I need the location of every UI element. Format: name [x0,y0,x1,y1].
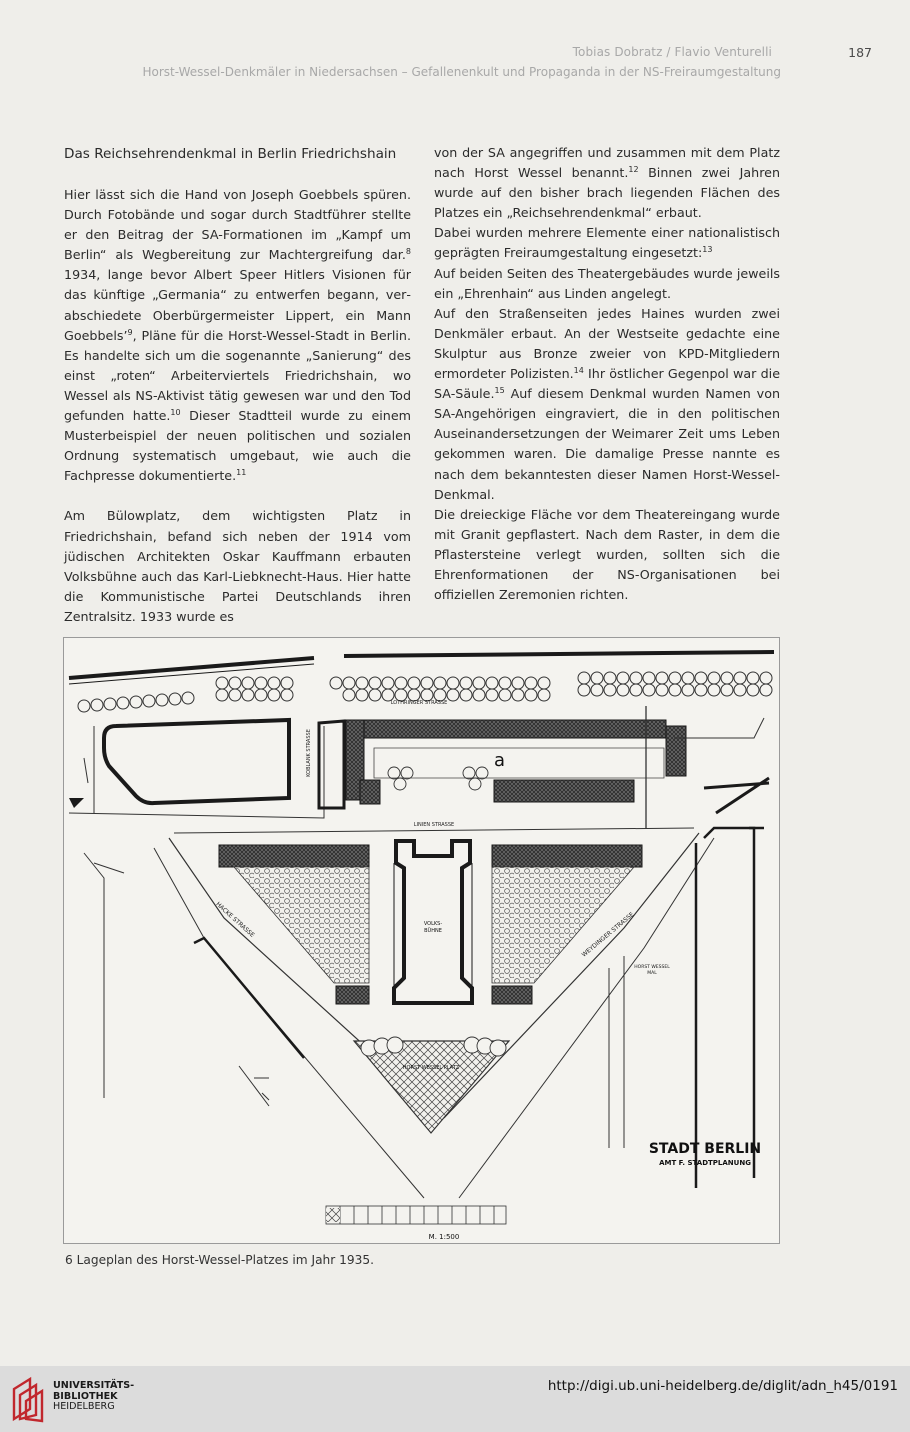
street-label-hacke: HACKE STRASSE [214,900,256,939]
site-plan-figure [63,637,780,1244]
show-through-line [65,1276,780,1286]
north-arrow-icon [239,1066,269,1106]
scale-label: M. 1:500 [428,1233,460,1241]
library-name: UNIVERSITÄTS- BIBLIOTHEK HEIDELBERG [53,1380,135,1413]
site-plan-drawing [64,638,779,1243]
paragraph: Dabei wurden mehrere Elemente einer nationalistisch geprägten Freiraumgestaltung eingesetzt:$^{13}$ [434,225,780,261]
page-number: 187 [848,45,872,60]
show-through-line [64,166,411,182]
paragraph: Hier lässt sich die Hand von Joseph Goebbels spüren. Durch Fotobände und sogar durch Stadtführer stellte er den Beitrag der SA-Formationen im „Kampf um Berlin“ als Wegbereitung zur Machtergreifung dar.$^8$ 1934, lange bevor Albert Speer Hitlers Visionen für das künftige „Germania“ zu entwerfen begann, verabschiedete Oberbürgermeister Lippert, ein Mann Goebbels’$^9$, Pläne für die Horst-Wessel-Stadt in Berlin. Es handelte sich um die sogenannte „Sanierung“ des einst „roten“ Arbeiterviertels Friedrichshain, wo Wessel als NS-Aktivist tätig gewesen war und den Tod gefunden hatte.$^{10}$ Dieser Stadtteil wurde zu einem Musterbeispiel der neuen politischen und sozialen Ordnung systematisch umgebaut, wie auch die Fachpresse dokumentierte.$^{11}$ [64,187,411,484]
paragraph: Die dreieckige Fläche vor dem Theatereingang wurde mit Granit gepflastert. Nach dem Raster, in dem die Pflastersteine verlegt wurden, sollten sich die Ehrenformationen der NS-Organisationen bei offiziellen Zeremonien richten. [434,506,780,603]
theatre-label-1: VOLKS- [423,921,443,927]
permalink[interactable]: http://digi.ub.uni-heidelberg.de/diglit/adn_h45/0191 [547,1378,898,1394]
stamp-title: STADT BERLIN [648,1141,762,1157]
monument-label-2: MAL [647,971,657,976]
text-column-left [64,143,411,627]
paragraph: Auf beiden Seiten des Theatergebäudes wurde jeweils ein „Ehrenhain“ aus Linden angelegt. [434,265,780,301]
street-label-middle: LINIEN STRASSE [413,822,455,828]
text-column-right [434,143,780,605]
paragraph: Am Bülowplatz, dem wichtigsten Platz in Friedrichshain, befand sich neben der 1914 vom jüdischen Architekten Oskar Kauffmann erbauten Volksbühne auch das Karl-Liebknecht-Haus. Hier hatte die Kommunistische Partei Deutschlands ihren Zentralsitz. 1933 wurde es [64,508,411,624]
stamp-subtitle: AMT F. STADTPLANUNG [659,1159,751,1167]
building-letter: a [494,750,506,771]
library-logo-icon [10,1375,46,1423]
street-label-top: LOTHRINGER STRASSE [390,700,448,706]
paragraph: Auf den Straßenseiten jedes Haines wurden zwei Denkmäler erbaut. An der Westseite gedachte eine Skulptur aus Bronze zweier von KPD-Mitgliedern ermordeter Polizisten.$^{14}$ Ihr östlicher Gegenpol war die SA-Säule.$^{15}$ Auf diesem Denkmal wurden Namen von SA-Angehörigen eingraviert, die in den politischen Auseinandersetzungen der Weimarer Zeit ums Leben gekommen waren. Die damalige Presse nannte es nach dem bekanntesten dieser Namen Horst-Wessel-Denkmal. [434,305,780,502]
running-head-subtitle: Horst-Wessel-Denkmäler in Niedersachsen – Gefallenenkult und Propaganda in der NS-Freiraumgestaltung [142,65,781,79]
street-label-left: KOBLANK STRASSE [306,729,312,777]
paragraph: von der SA angegriffen und zusammen mit dem Platz nach Horst Wessel benannt.$^{12}$ Binnen zwei Jahren wurde auf den bisher brach liegenden Flächen des Platzes ein „Reichsehrendenkmal“ erbaut. [434,145,780,221]
square-label: HORST WESSEL PLATZ [402,1065,460,1071]
digitization-footer [0,1366,910,1432]
monument-label-1: HORST WESSEL [634,965,670,970]
running-head-authors: Tobias Dobratz / Flavio Venturelli [572,45,772,59]
street-label-weydinger: WEYDINGER STRASSE [580,911,636,959]
figure-caption: 6 Lageplan des Horst-Wessel-Platzes im Jahr 1935. [65,1253,375,1267]
scale-bar [326,1206,506,1224]
theatre-label-2: BÜHNE [424,928,442,934]
section-heading: Das Reichsehrendenkmal in Berlin Friedrichshain [64,146,397,162]
